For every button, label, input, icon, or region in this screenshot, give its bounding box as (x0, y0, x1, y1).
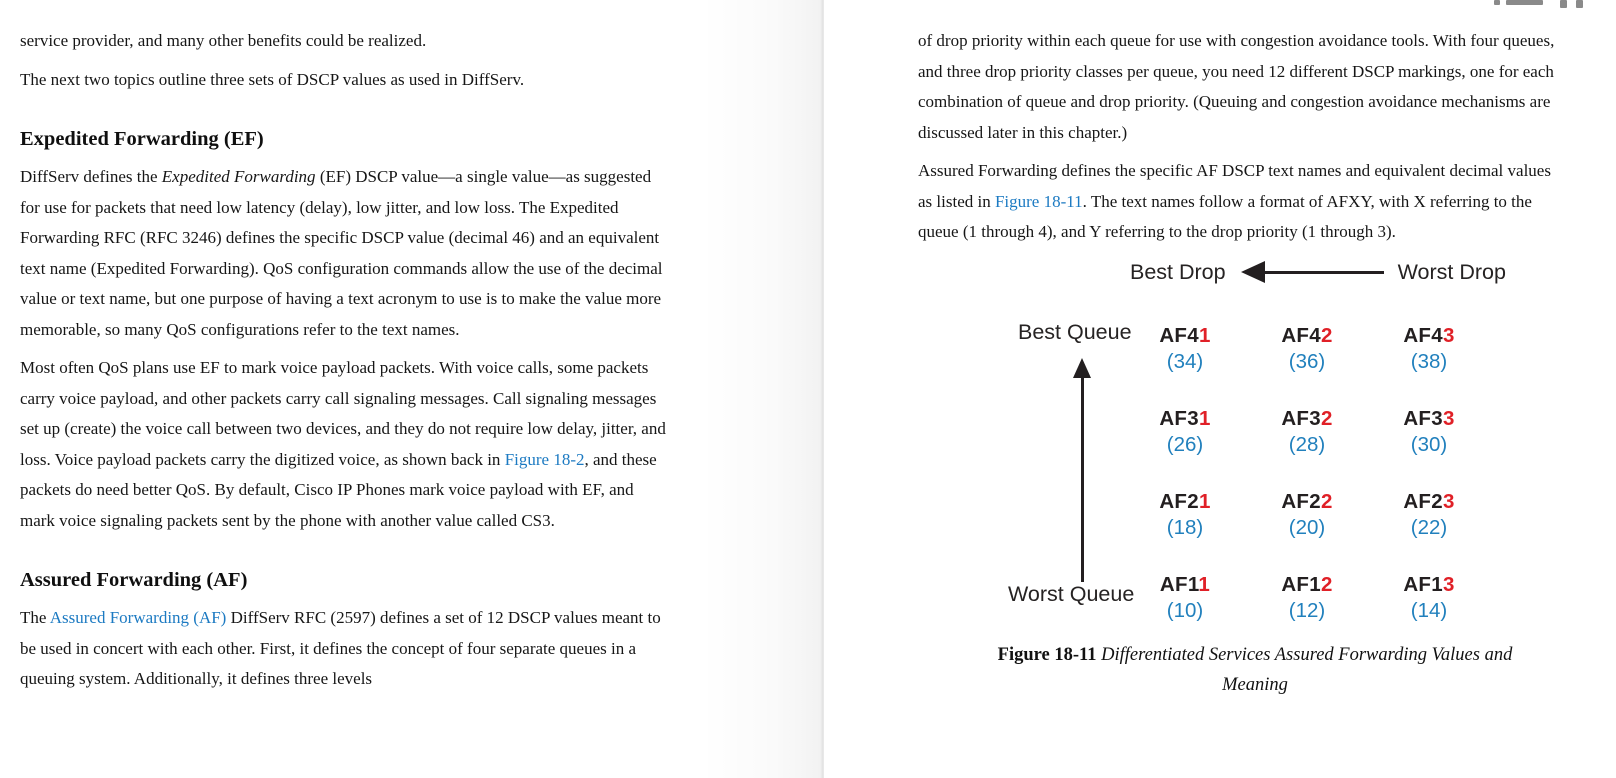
af-cell-af23 (1403, 490, 1454, 541)
af-decimal: (12) (1288, 598, 1326, 622)
af-queue-part: AF1 (1281, 572, 1321, 596)
af-queue-part: AF2 (1281, 489, 1321, 513)
af-drop-digit: 1 (1198, 489, 1211, 513)
af-decimal: (14) (1410, 598, 1448, 622)
af-queue-part: AF3 (1159, 406, 1199, 430)
two-page-view-icon[interactable] (1560, 0, 1586, 8)
page-bar-right (1576, 0, 1583, 8)
af-decimal: (18) (1166, 515, 1204, 539)
af-cell-af11 (1160, 573, 1210, 624)
af-decimal: (34) (1166, 349, 1204, 373)
af-decimal: (30) (1410, 432, 1448, 456)
af-queue-part: AF4 (1281, 323, 1321, 347)
af-diagram (918, 319, 1562, 626)
paragraph (918, 156, 1562, 248)
figure-caption (918, 640, 1562, 701)
af-decimal: (20) (1288, 515, 1326, 539)
best-queue-label: Best Queue (1018, 319, 1132, 344)
body-text: Assured Forwarding defines the specific AF DSCP text names and equivalent decimal values as listed in (918, 161, 1551, 211)
body-text: , and these packets do need better QoS. By default, Cisco IP Phones mark voice payload with EF, and mark voice signaling packets sent by the phone with another value called CS3. (20, 449, 657, 530)
af-drop-digit: 3 (1442, 572, 1455, 596)
af-cell-af32 (1281, 407, 1332, 458)
af-name (1403, 490, 1454, 514)
figure-caption-label: Figure 18-11 (997, 644, 1097, 665)
page-gutter-divider (700, 0, 824, 778)
af-queue-part: AF4 (1159, 323, 1199, 347)
right-page (918, 0, 1562, 701)
figure-18-11 (918, 258, 1562, 701)
af-queue-part: AF2 (1159, 489, 1199, 513)
af-drop-digit: 2 (1320, 323, 1333, 347)
af-cell-af12 (1281, 573, 1332, 624)
left-page (20, 0, 672, 703)
paragraph (20, 162, 672, 345)
worst-drop-label: Worst Drop (1397, 260, 1506, 284)
af-decimal: (28) (1288, 432, 1326, 456)
af-decimal: (10) (1166, 598, 1204, 622)
body-text: DiffServ defines the (20, 167, 162, 186)
af-name (1160, 573, 1210, 597)
af-name (1159, 490, 1210, 514)
af-queue-part: AF1 (1403, 572, 1443, 596)
paragraph (20, 603, 672, 695)
af-queue-part: AF4 (1403, 323, 1443, 347)
body-text: DiffServ RFC (2597) defines a set of 12 DSCP values meant to be used in concert with each other. First, it defines the concept of four separate queues in a queuing system. Additionally, it defines three levels (20, 608, 661, 688)
assured-forwarding-link[interactable]: Assured Forwarding (AF) (49, 608, 227, 627)
af-drop-digit: 1 (1198, 572, 1211, 596)
af-queue-part: AF2 (1403, 489, 1443, 513)
heading-expedited-forwarding: Expedited Forwarding (EF) (20, 128, 264, 150)
af-decimal: (38) (1410, 349, 1448, 373)
af-drop-digit: 3 (1442, 406, 1455, 430)
body-text: The next two topics outline three sets of DSCP values as used in DiffServ. (20, 69, 525, 89)
body-text: Most often QoS plans use EF to mark voice payload packets. With voice calls, some packets carry voice payload, and other packets carry call signaling messages. Call signaling messages set up (create) the voice call between two devices, and they do not require low delay, jitter, and loss. Voice payload packets carry the digitized voice, as shown back in (20, 358, 666, 469)
af-cell-af21 (1159, 490, 1210, 541)
af-name (1281, 407, 1332, 431)
af-cell-af31 (1159, 407, 1210, 458)
body-text: The (20, 608, 50, 627)
figure-18-11-link[interactable]: Figure 18-11 (994, 191, 1083, 211)
af-name (1403, 407, 1454, 431)
af-cell-af13 (1403, 573, 1454, 624)
paragraph (20, 26, 672, 57)
up-arrow-icon (1081, 376, 1084, 582)
af-cell-af42 (1281, 324, 1332, 375)
figure-18-2-link[interactable]: Figure 18-2 (504, 449, 585, 469)
af-name (1281, 573, 1332, 597)
af-drop-digit: 2 (1320, 572, 1333, 596)
af-name (1159, 407, 1210, 431)
worst-queue-label: Worst Queue (1008, 581, 1135, 606)
body-text: service provider, and many other benefits could be realized. (20, 31, 427, 50)
emphasis-text: Expedited Forwarding (161, 167, 316, 186)
best-drop-label: Best Drop (1130, 260, 1226, 284)
af-queue-part: AF3 (1403, 406, 1443, 430)
af-cell-af33 (1403, 407, 1454, 458)
af-cell-af43 (1403, 324, 1454, 375)
af-drop-digit: 2 (1320, 406, 1333, 430)
af-name (1403, 324, 1454, 348)
af-cell-af22 (1281, 490, 1332, 541)
af-name (1281, 324, 1332, 348)
af-value-grid (1124, 324, 1490, 624)
figure-caption-text-line2: Meaning (1222, 675, 1288, 695)
af-queue-part: AF1 (1159, 572, 1199, 596)
af-cell-af41 (1159, 324, 1210, 375)
af-drop-digit: 1 (1198, 323, 1211, 347)
body-text: (EF) DSCP value—a single value—as suggested for use for packets that need low latency (delay), low jitter, and low loss. The Expedited Forwarding RFC (RFC 3246) defines the specific DSCP value (decimal 46) and an equivalent text name (Expedited Forwarding). QoS configuration commands allow the use of the decimal value or text name, but one purpose of having a text acronym to use is to make the value more memorable, so many QoS configurations refer to the text names. (20, 167, 663, 339)
heading-assured-forwarding: Assured Forwarding (AF) (20, 569, 248, 591)
af-name (1159, 324, 1210, 348)
figure-caption-text: Differentiated Services Assured Forwarding Values and (1096, 644, 1513, 665)
af-name (1403, 573, 1454, 597)
af-decimal: (22) (1410, 515, 1448, 539)
af-queue-part: AF3 (1281, 406, 1321, 430)
af-drop-digit: 3 (1442, 489, 1455, 513)
af-decimal: (36) (1288, 349, 1326, 373)
body-text: . The text names follow a format of AFXY, with X referring to the queue (1 through 4), and Y referring to the drop priority (1 through 3). (918, 191, 1532, 241)
paragraph (20, 353, 672, 536)
af-drop-digit: 1 (1198, 406, 1211, 430)
paragraph (20, 65, 672, 96)
af-name (1281, 490, 1332, 514)
left-arrow-icon (1264, 271, 1384, 274)
drop-axis (1130, 258, 1562, 288)
af-decimal: (26) (1166, 432, 1204, 456)
paragraph (918, 26, 1562, 148)
af-drop-digit: 2 (1320, 489, 1333, 513)
af-drop-digit: 3 (1442, 323, 1455, 347)
body-text: of drop priority within each queue for use with congestion avoidance tools. With four queues, and three drop priority classes per queue, you need 12 different DSCP markings, one for each combination of queue and drop priority. (Queuing and congestion avoidance mechanisms are discussed later in this chapter.) (918, 31, 1555, 142)
